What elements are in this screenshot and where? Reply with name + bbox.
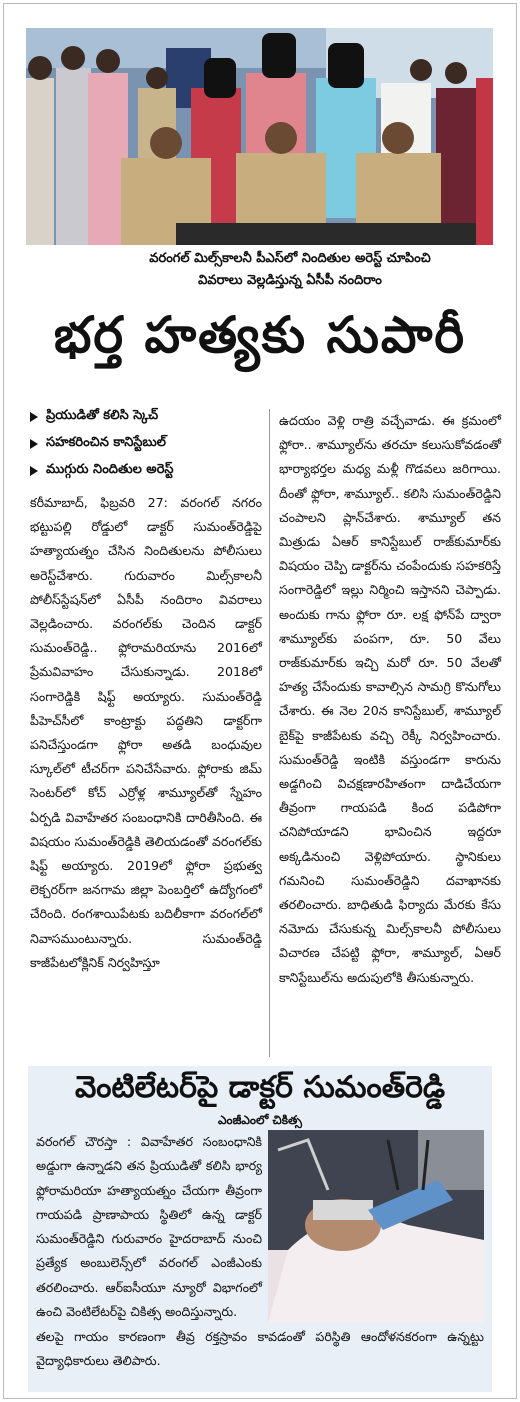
bullet-text: ప్రియుడితో కలిసి స్కెచ్	[46, 407, 159, 423]
triangle-bullet-icon	[30, 439, 38, 449]
photo-caption-line1: వరంగల్ మిల్స్‌కాలనీ పీఎస్‌లో నిందితుల అరెస్ట్ చూపించి	[149, 251, 431, 266]
bullet-text: ముగ్గురు నిందితుల అరెస్ట్	[46, 461, 174, 477]
article-text-left: కరీమాబాద్, ఫిబ్రవరి 27: వరంగల్ నగరం భట్టుపల్లి రోడ్డులో డాక్టర్ సుమంత్‌రెడ్డిపై హత్యాయత్నం చేసిన నిందితులను పోలీసులు అరెస్ట్‌చేశారు. గురువారం మిల్స్‌కాలనీ పోలీస్‌స్టేషన్‌లో ఏసీపీ నందిరాం వివరాలు వెల్లడించారు. వరంగల్‌కు చెందిన డాక్టర్ సుమంత్‌రెడ్డి.. ఫ్లోరామరియాను 2016లో ప్రేమవివాహం చేసుకున్నాడు. 2018లో సంగారెడ్డికి షిఫ్ట్ అయ్యారు. సుమంత్‌రెడ్డి పీహెచ్‌సీలో కాంట్రాక్టు పద్ధతిని డాక్టర్‌గా పనిచేస్తుండగా ఫ్లోరా అతడి బంధువుల స్కూల్‌లో టీచర్‌గా పనిచేసేవారు. ఫ్లోరాకు జిమ్ సెంటర్‌లో కోచ్ ఎర్రోళ్ల శామ్యూల్‌తో స్నేహం ఏర్పడి వివాహేతర సంబంధానికి దారితీసింది. ఈ విషయం సుమంత్‌రెడ్డికి తెలియడంతో వరంగల్‌కు షిఫ్ట్ అయ్యారు. 2019లో ఫ్లోరా ప్రభుత్వ లెక్చరర్‌గా జనగామ జిల్లా పెంబర్తిలో ఉద్యోగంలో చేరింది. రంగశాయిపేటకు బదిలీకాగా వరంగల్‌లో నివాసముంటున్నారు. సుమంత్‌రెడ్డి కాజీపేటలోక్లినిక్ నిర్వహిస్తూ	[30, 495, 262, 970]
article-column-right	[279, 409, 501, 990]
bullet-item	[30, 457, 270, 484]
triangle-bullet-icon	[30, 412, 38, 422]
bullet-item	[30, 403, 270, 430]
photo-caption-line2: వివరాలు వెల్లడిస్తున్న ఏసీపీ నందిరాం	[198, 273, 382, 288]
bullet-item	[30, 430, 270, 457]
triangle-bullet-icon	[30, 466, 38, 476]
article-column-left	[30, 491, 262, 975]
bullet-text: సహకరించిన కానిస్టేబుల్	[46, 434, 166, 450]
main-headline: భర్త హత్యకు సుపారీ	[53, 306, 467, 364]
box-headline: వెంటిలేటర్‌పై డాక్టర్ సుమంత్‌రెడ్డి	[74, 1070, 446, 1105]
box-text-bottom: తలపై గాయం కారణంగా తీవ్ర రక్తస్రావం కావడంతో పరిస్థితి ఆందోళనకరంగా ఉన్నట్టు వైద్యాధికారులు తెలిపారు.	[36, 1329, 484, 1369]
column-divider	[269, 409, 270, 1057]
photo-caption	[80, 248, 500, 292]
bullet-list	[30, 403, 270, 484]
article-text-right: ఉదయం వెళ్లి రాత్రి వచ్చేవాడు. ఈ క్రమంలో ఫ్లోరా.. శామ్యూల్‌ను తరచూ కలుసుకోవడంతో భార్యాభర్తల మధ్య మళ్లీ గొడవలు జరిగాయి. దీంతో ఫ్లోరా, శామ్యూల్.. కలిసి సుమంత్‌రెడ్డిని చంపాలని ప్లాన్‌చేశారు. శామ్యూల్ తన మిత్రుడు ఏఆర్ కానిస్టేబుల్ రాజ్‌కుమార్‌కు విషయం చెప్పి డాక్టర్‌ను చంపేందుకు సహకరిస్తే సంగారెడ్డిలో ఇల్లు నిర్మించి ఇస్తానని చెప్పాడు. అందుకు గాను ఫ్లోరా రూ. లక్ష ఫోన్‌పే ద్వారా శామ్యూల్‌కు పంపగా, రూ. 50 వేలు రాజ్‌కుమార్‌కు ఇచ్చి మరో రూ. 50 వేలతో హత్య చేసేందుకు కావాల్సిన సామగ్రి కొనుగోలు చేశారు. ఈ నెల 20న కానిస్టేబుల్, శామ్యూల్ బైక్‌పై కాజీపేటకు వచ్చి రెక్కీ నిర్వహించారు. సుమంత్‌రెడ్డి ఇంటికి వస్తుండగా కారును అడ్డగించి విచక్షణారహితంగా దాడిచేయగా తీవ్రంగా గాయపడి కింద పడిపోగా చనిపోయాడని భావించిన ఇద్దరూ అక్కడినుంచి వెళ్లిపోయారు. స్థానికులు గమనించి సుమంత్‌రెడ్డిని దవాఖానకు తరలించారు. బాధితుడి ఫిర్యాదు మేరకు కేసు నమోదు చేసుకున్న మిల్స్‌కాలనీ పోలీసులు విచారణ చేపట్టి ఫ్లోరా, శామ్యూల్, ఏఆర్ కానిస్టేబుల్‌ను అదుపులోకి తీసుకున్నారు.	[279, 413, 501, 985]
hospital-photo	[268, 1130, 484, 1323]
press-conference-photo	[26, 28, 493, 245]
box-subheadline: ఎంజీఎంలో చికిత్స	[218, 1113, 302, 1127]
box-text-side: వరంగల్ చౌరస్తా : వివాహేతర సంబంధానికి అడ్డుగా ఉన్నాడని తన ప్రియుడితో కలిసి భార్య ఫ్లోరామరియా హత్యాయత్నం చేయగా తీవ్రంగా గాయపడి ప్రాణాపాయ స్థితిలో ఉన్న డాక్టర్ సుమంత్‌రెడ్డిని గురువారం హైదరాబాద్ నుంచి ప్రత్యేక అంబులెన్స్‌లో వరంగల్ ఎంజీఎంకు తరలించారు. ఆర్‌ఐసీయూ న్యూరో విభాగంలో ఉంచి వెంటిలేటర్‌పై చికిత్స అందిస్తున్నారు.	[36, 1134, 262, 1320]
